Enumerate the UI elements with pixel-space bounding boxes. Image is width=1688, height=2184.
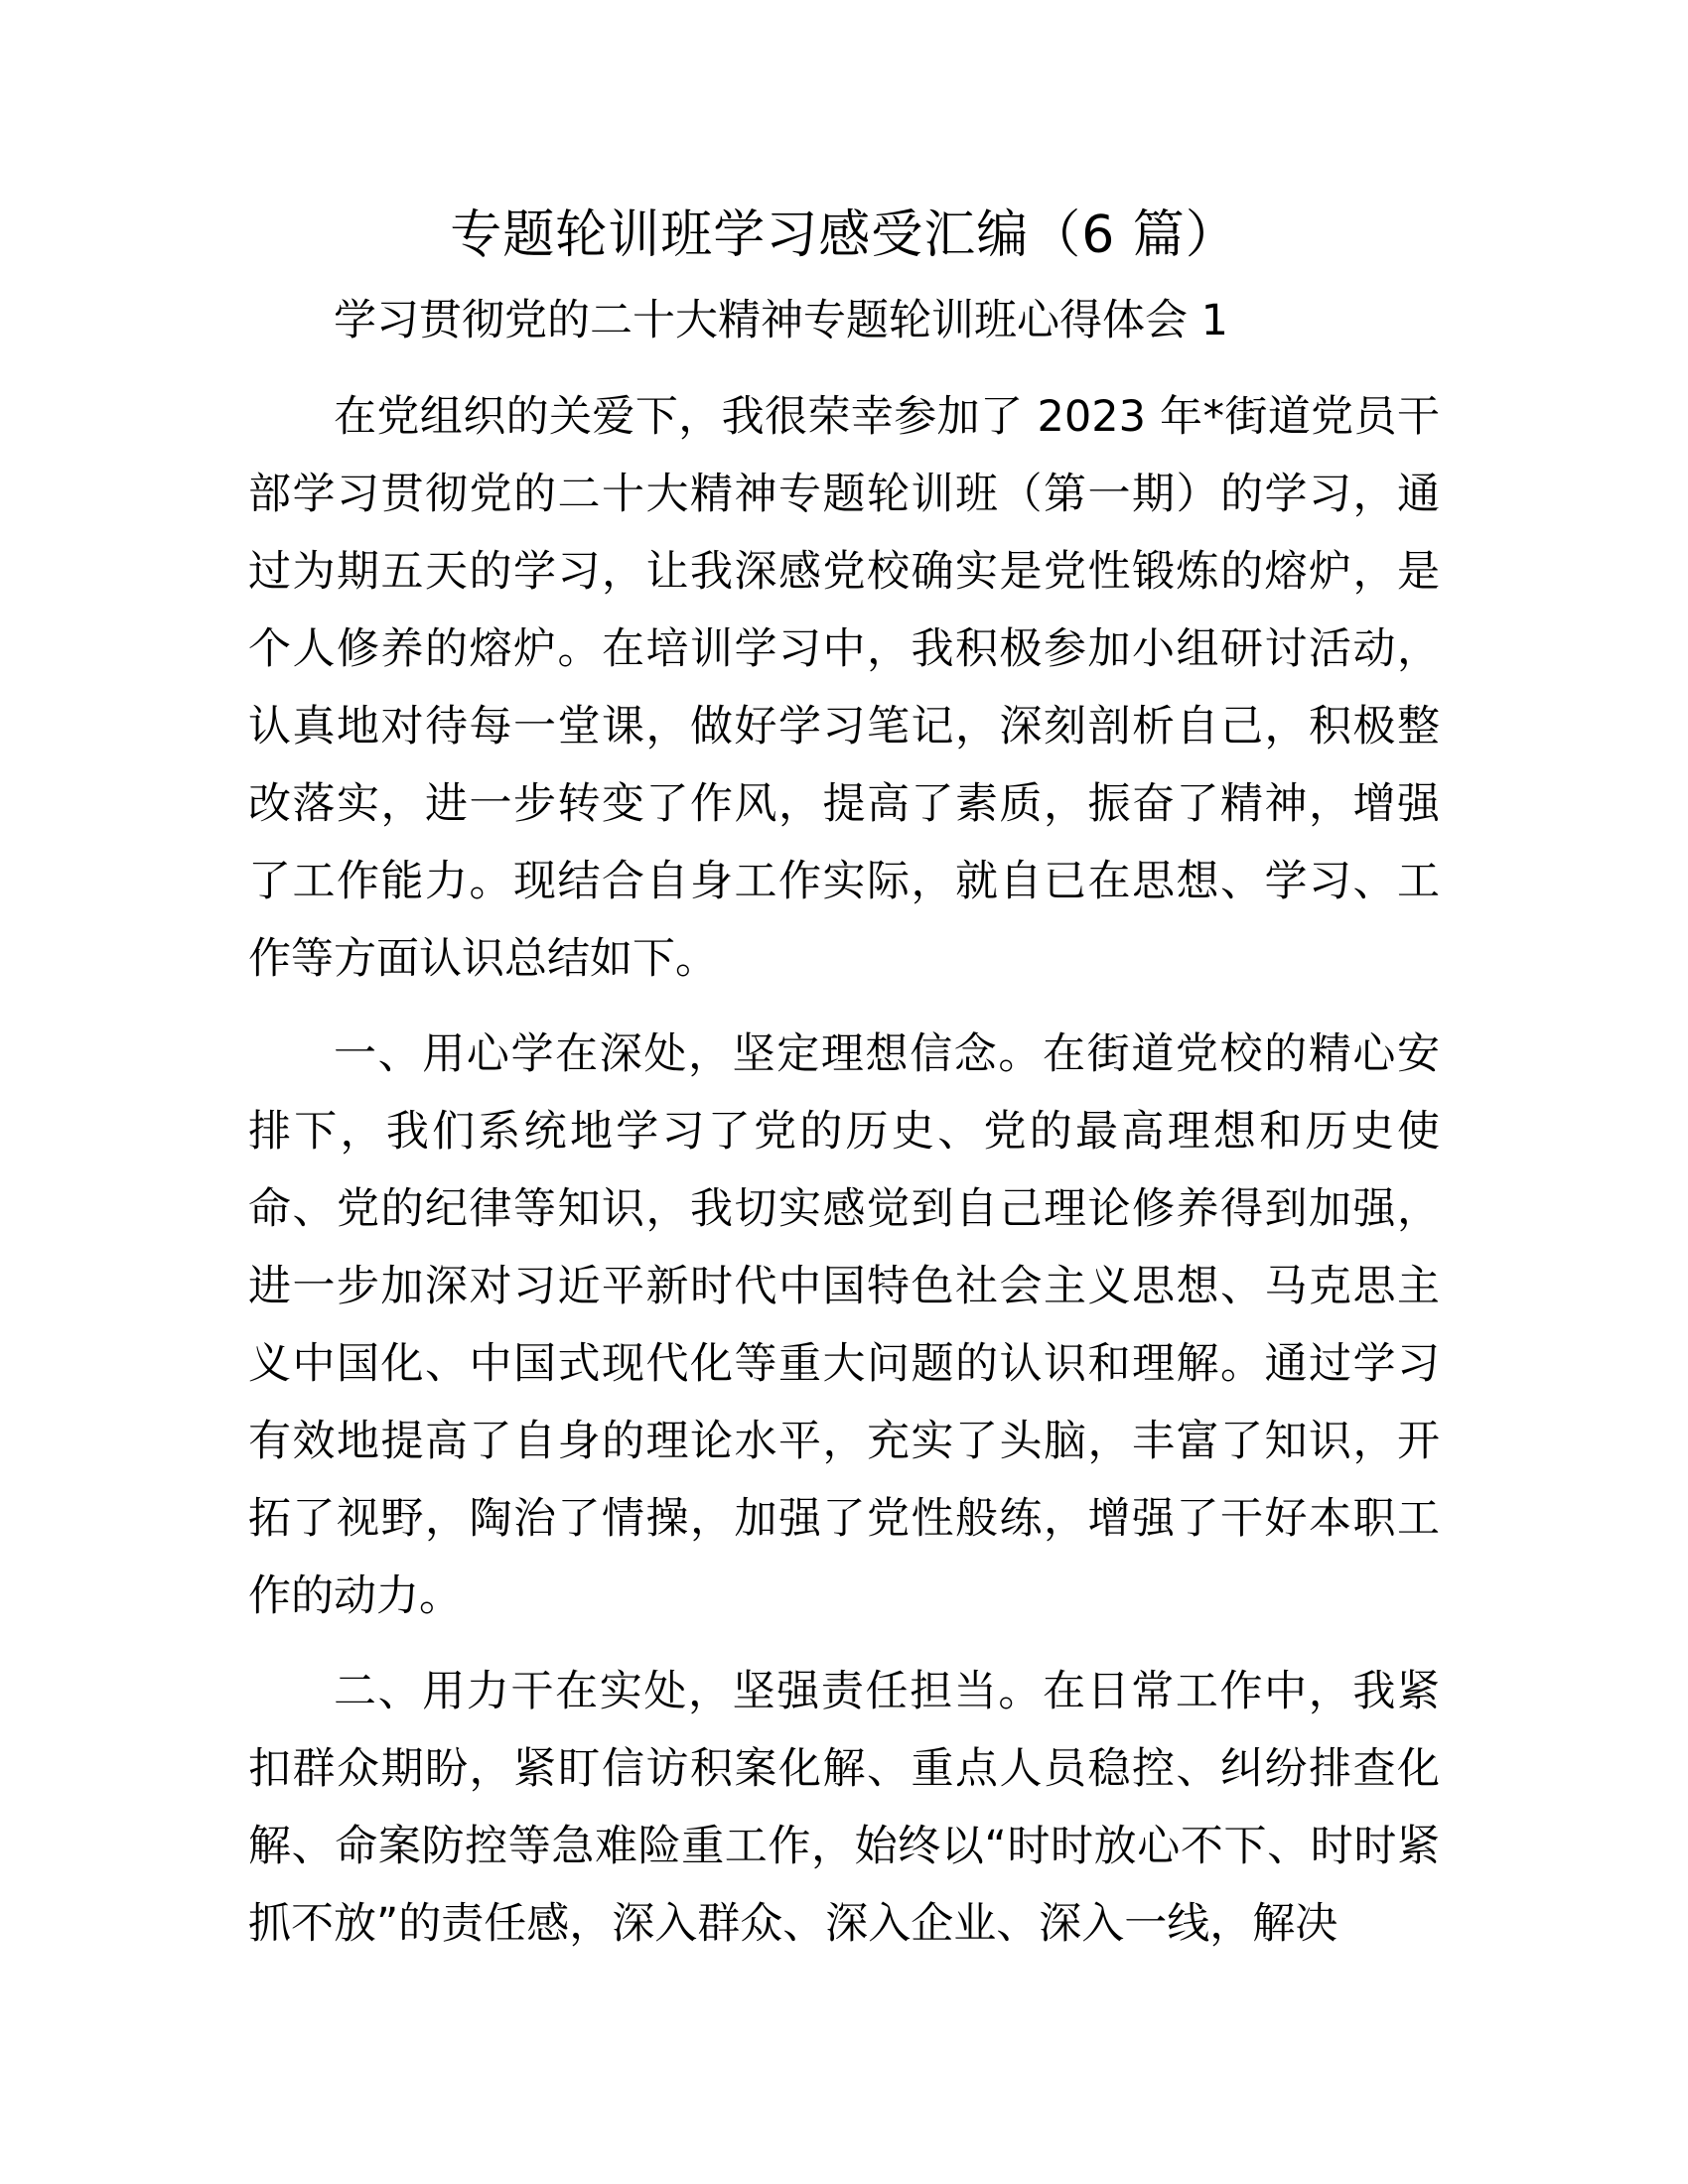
document-title: 专题轮训班学习感受汇编（6 篇） — [450, 205, 1238, 265]
paragraph-intro: 在党组织的关爱下，我很荣幸参加了 2023 年*街道党员干部学习贯彻党的二十大精神专题轮训班（第一期）的学习，通过为期五天的学习，让我深感党校确实是党性锻炼的熔炉，是个人修养的熔炉。在培训学习中，我积极参加小组研讨活动，认真地对待每一堂课，做好学习笔记，深刻剖析自己，积极整改落实，进一步转变了作风，提高了素质，振奋了精神，增强了工作能力。现结合自身工作实际，就自已在思想、学习、工作等方面认识总结如下。 — [248, 392, 1440, 984]
paragraph-section-two: 二、用力干在实处，坚强责任担当。在日常工作中，我紧扣群众期盼，紧盯信访积案化解、重点人员稳控、纠纷排查化解、命案防控等急难险重工作，始终以“时时放心不下、时时紧抓不放”的责任感，深入群众、深入企业、深入一线，解决 — [248, 1667, 1440, 1949]
paragraph-section-one: 一、用心学在深处，坚定理想信念。在街道党校的精心安排下，我们系统地学习了党的历史、党的最高理想和历史使命、党的纪律等知识，我切实感觉到自己理论修养得到加强，进一步加深对习近平新时代中国特色社会主义思想、马克思主义中国化、中国式现代化等重大问题的认识和理解。通过学习有效地提高了自身的理论水平，充实了头脑，丰富了知识，开拓了视野，陶治了情操，加强了党性般练，增强了干好本职工作的动力。 — [248, 1029, 1440, 1621]
document-page — [248, 194, 1440, 1963]
document-subtitle: 学习贯彻党的二十大精神专题轮训班心得体会 1 — [334, 296, 1229, 345]
